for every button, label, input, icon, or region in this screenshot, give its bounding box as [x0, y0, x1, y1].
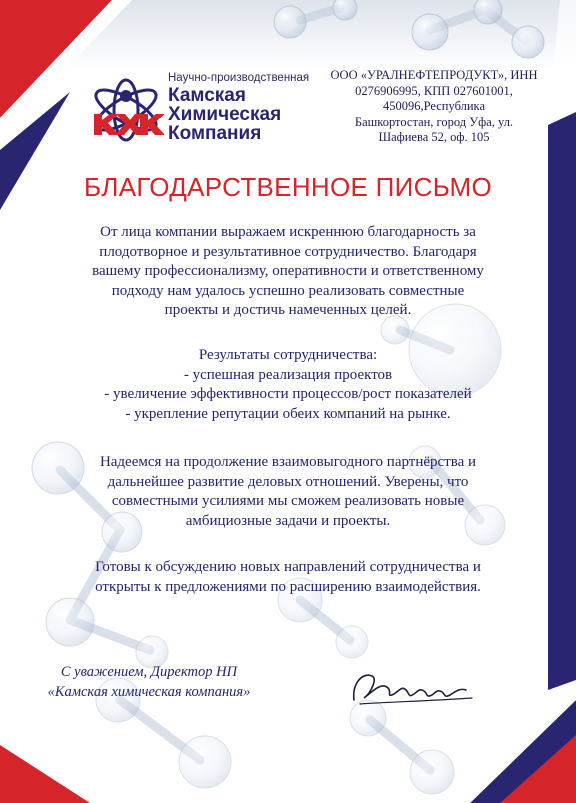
signoff: [14, 662, 284, 702]
requisites-line: ООО «УРАЛНЕФТЕПРОДУКТ», ИНН: [330, 68, 538, 82]
signoff-line: «Камская химическая компания»: [47, 684, 251, 700]
company-logo: [88, 68, 318, 148]
paragraph-cooperation: [40, 558, 536, 597]
text-line: Надеемся на продолжение взаимовыгодного партнёрства и: [99, 454, 477, 470]
results-heading: Результаты сотрудничества:: [198, 347, 378, 363]
requisites-line: Шафиева 52, оф. 105: [378, 130, 490, 145]
results-item: - успешная реализация проектов: [183, 366, 393, 383]
paragraph-partnership: [40, 453, 536, 531]
text-line: открыты к предложениями по расширению взаимодействия.: [95, 578, 481, 595]
requisites-line: Башкортостан, город Уфа, ул.: [354, 114, 514, 129]
company-subtitle: Научно-производственная: [168, 72, 310, 84]
letter-title: БЛАГОДАРСТВЕННОЕ ПИСЬМО: [84, 172, 492, 202]
paragraph-gratitude: [40, 223, 536, 321]
atom-logo-icon: [88, 72, 164, 148]
text-line: подходу нам удалось успешно реализовать совместные: [111, 282, 465, 299]
text-line: дальнейшее развитие деловых отношений. Уверены, что: [107, 473, 469, 490]
signoff-line: С уважением, Директор НП: [60, 664, 238, 680]
text-line: амбициозные задачи и проекты.: [185, 512, 391, 529]
company-requisites: [328, 68, 540, 146]
results-list: [40, 346, 536, 424]
text-line: плодотворное и результативное сотрудничество. Благодаря: [99, 243, 477, 260]
signature-icon: [348, 664, 478, 710]
company-name-line-1: Камская: [168, 85, 246, 106]
results-item: - увеличение эффективности процессов/рост показателей: [104, 386, 472, 403]
text-line: вашему профессионализму, оперативности и ответственному: [92, 263, 484, 280]
requisites-line: 450096,Республика: [382, 99, 485, 114]
text-line: проекты и достичь намеченных целей.: [164, 302, 412, 319]
results-item: - укрепление репутации обеих компаний на рынке.: [125, 405, 451, 422]
company-name-line-3: Компания: [168, 123, 262, 144]
text-line: совместными усилиями мы сможем реализовать новые: [111, 493, 465, 510]
company-name-line-2: Химическая: [168, 104, 282, 125]
text-line: От лица компании выражаем искреннюю благодарность за: [100, 224, 476, 240]
requisites-line: 0276906995, КПП 027601001,: [355, 83, 513, 98]
text-line: Готовы к обсуждению новых направлений сотрудничества и: [95, 559, 481, 575]
